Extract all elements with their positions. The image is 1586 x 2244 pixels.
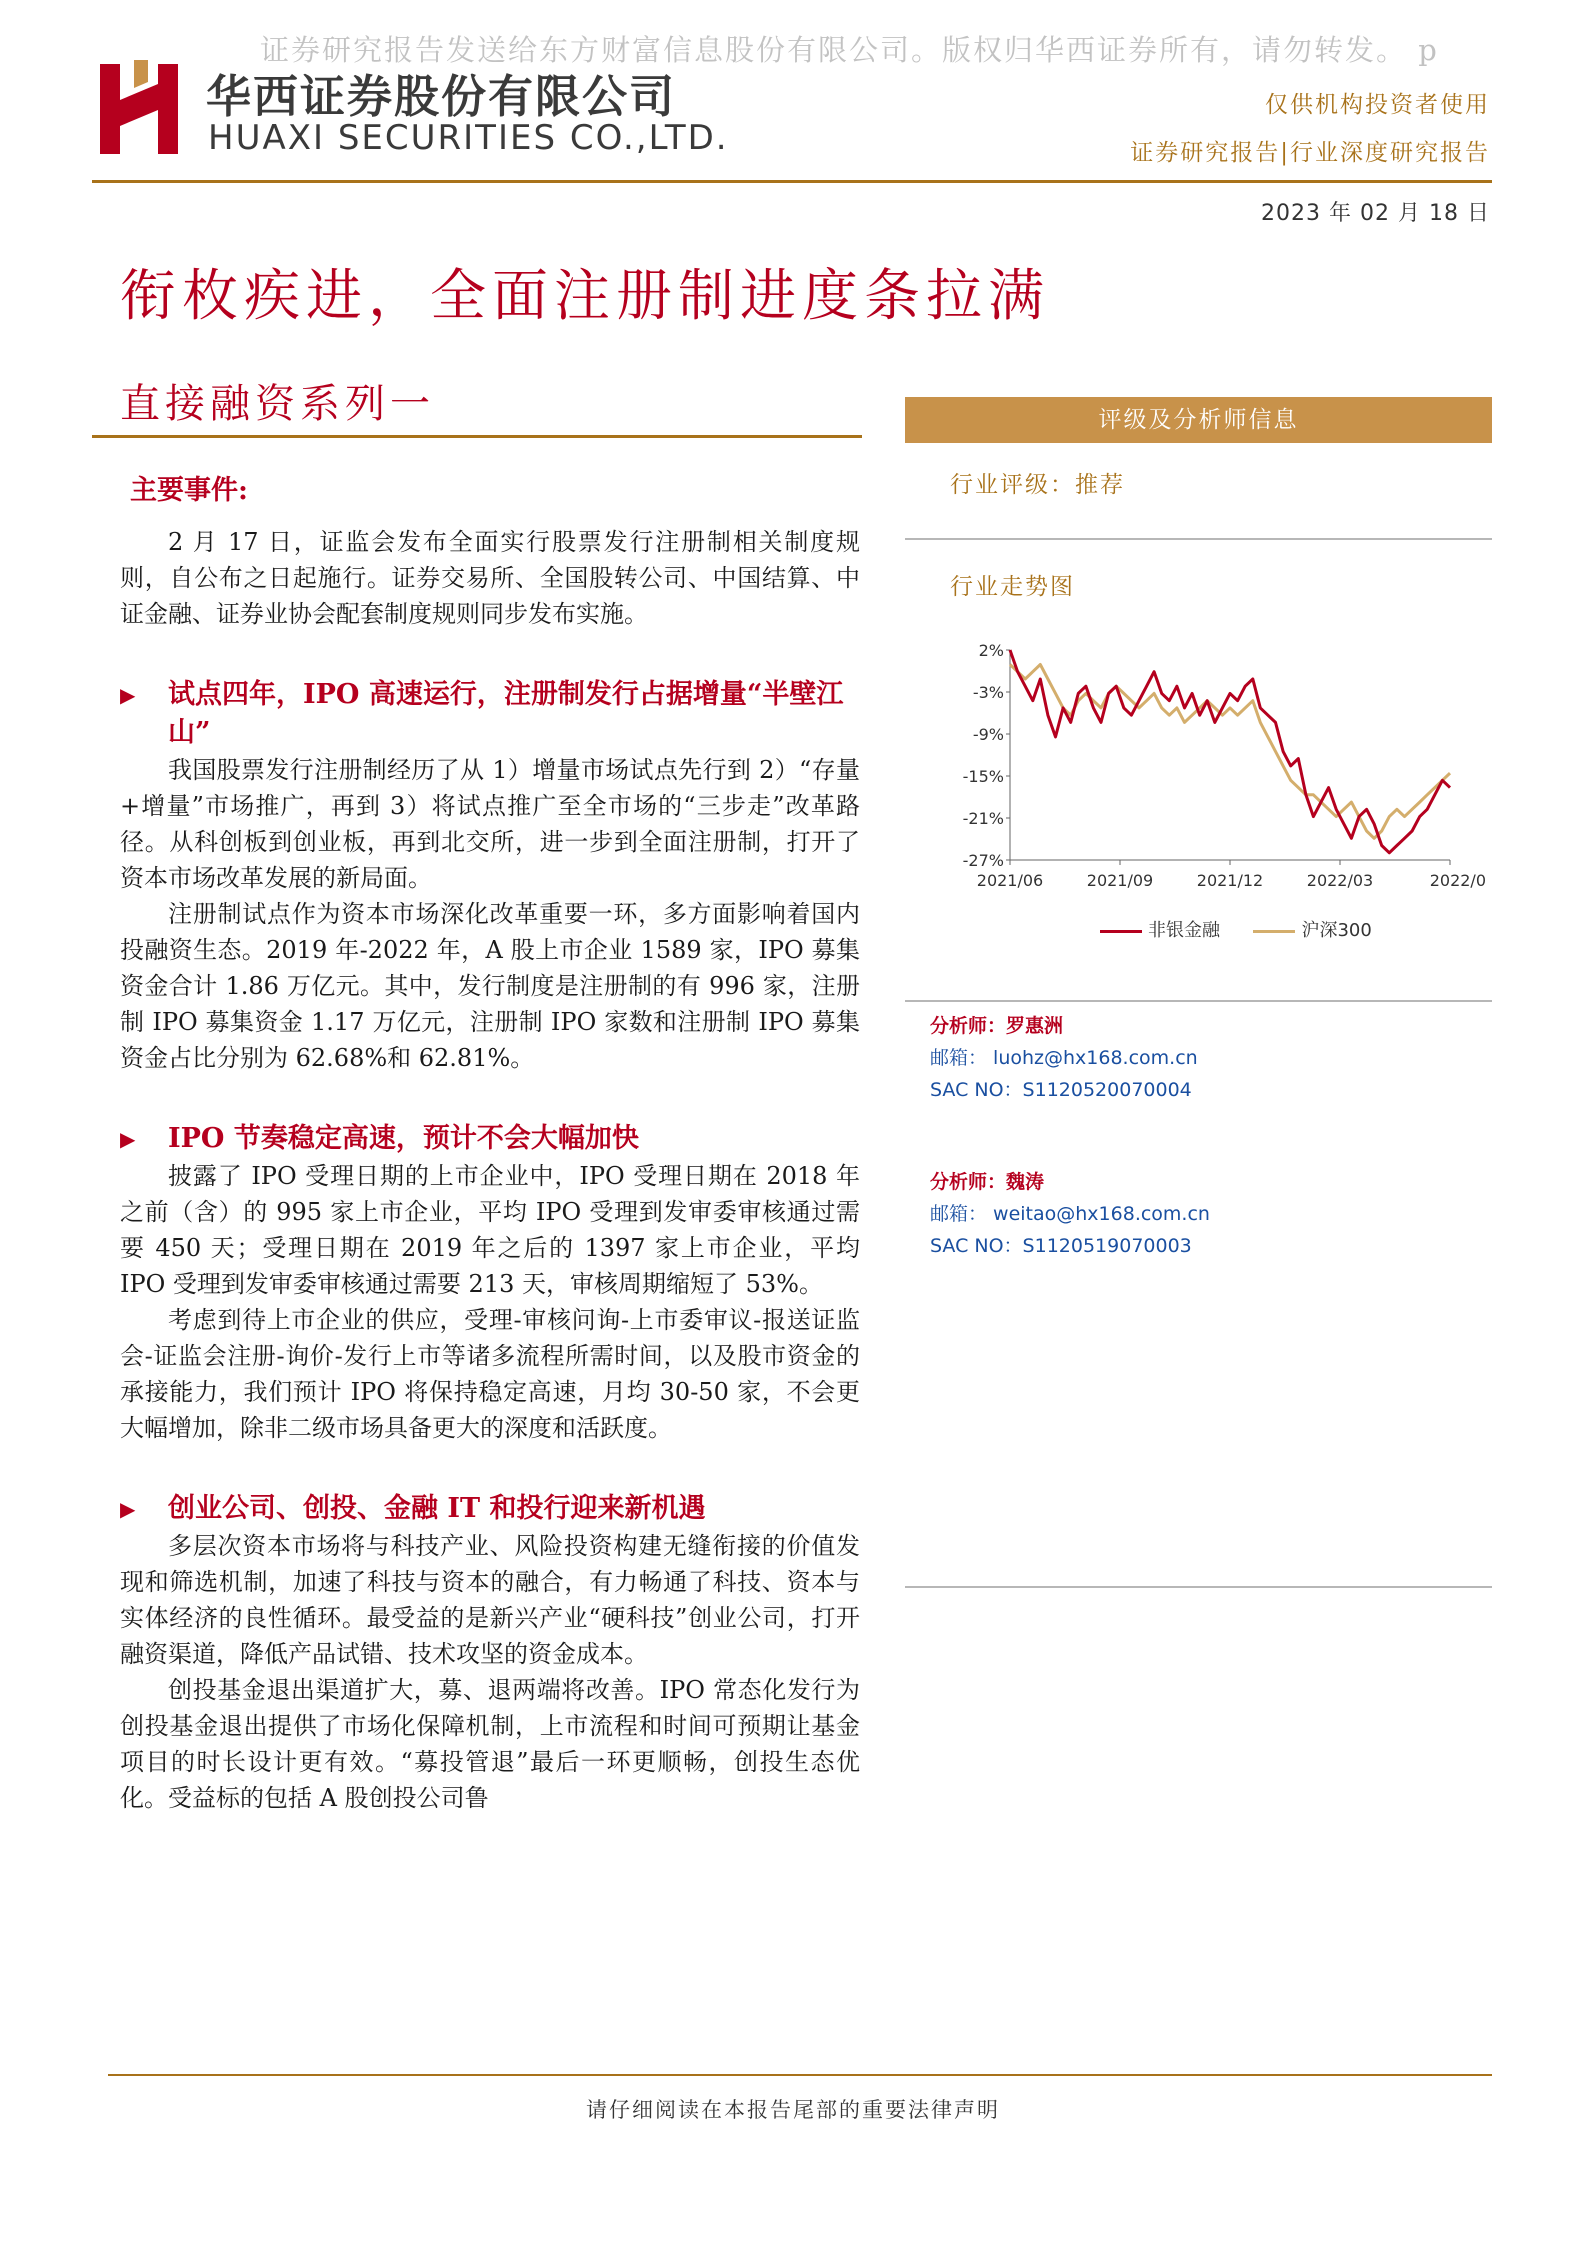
section-3-paragraph-1: 多层次资本市场将与科技产业、风险投资构建无缝衔接的价值发现和筛选机制，加速了科技与资本的融合，有力畅通了科技、资本与实体经济的良性循环。最受益的是新兴产业“硬科技”创业公司，打开融资渠道，降低产品试错、技术攻坚的资金成本。: [120, 1532, 860, 1668]
legend-label-series-2: 沪深300: [1301, 920, 1372, 941]
triangle-bullet-icon: ▶: [120, 683, 136, 707]
main-event-heading: 主要事件:: [130, 475, 248, 506]
analyst-sac-number: SAC NO：S1120519070003: [930, 1235, 1192, 1257]
y-tick-label: -15%: [962, 767, 1004, 786]
triangle-bullet-icon: ▶: [120, 1497, 136, 1521]
series-line-非银金融: [1010, 650, 1450, 853]
analyst-email[interactable]: 邮箱： weitao@hx168.com.cn: [930, 1203, 1210, 1225]
y-tick-label: 2%: [978, 641, 1004, 660]
x-tick-label: 2021/09: [1086, 871, 1154, 890]
x-tick-label: 2022/03: [1306, 871, 1374, 890]
y-tick-label: -27%: [962, 851, 1004, 870]
y-tick-label: -3%: [972, 683, 1004, 702]
industry-trend-chart: [930, 620, 1490, 960]
subtitle-divider: [92, 435, 862, 438]
company-name-cn: 华西证券股份有限公司: [206, 70, 677, 123]
main-body: [120, 472, 860, 1816]
page-title: 衔枚疾进，全面注册制进度条拉满: [120, 264, 1050, 329]
triangle-bullet-icon: ▶: [120, 1127, 136, 1151]
legend-label-series-1: 非银金融: [1148, 920, 1220, 941]
sidebar-title-bar: 评级及分析师信息: [905, 397, 1492, 443]
sidebar-divider: [905, 1000, 1492, 1002]
analyst-sac-number: SAC NO：S1120520070004: [930, 1079, 1192, 1101]
section-heading-3: [120, 1490, 860, 1528]
y-tick-label: -21%: [962, 809, 1004, 828]
series-line-沪深300: [1010, 665, 1450, 839]
page-subtitle: 直接融资系列一: [120, 381, 435, 427]
chart-legend: [1100, 916, 1372, 942]
section-heading-text: 创业公司、创投、金融 IT 和投行迎来新机遇: [168, 1493, 706, 1524]
company-logo-icon: [100, 60, 180, 156]
legal-notice: 请仔细阅读在本报告尾部的重要法律声明: [586, 2098, 1000, 2122]
section-3-paragraph-2: 创投基金退出渠道扩大，募、退两端将改善。IPO 常态化发行为创投基金退出提供了市场化保障机制，上市流程和时间可预期让基金项目的时长设计更有效。“募投管退”最后一环更顺畅，创投生态优化。受益标的包括 A 股创投公司鲁: [120, 1676, 860, 1812]
legend-swatch-series-2: [1253, 930, 1295, 933]
x-tick-label: 2021/06: [976, 871, 1044, 890]
sidebar-divider: [905, 538, 1492, 540]
trend-chart-title: 行业走势图: [950, 574, 1075, 600]
section-heading-1: [120, 676, 860, 752]
report-type: 证券研究报告|行业深度研究报告: [1130, 140, 1490, 166]
industry-rating: 行业评级：推荐: [950, 472, 1125, 498]
header-divider: [92, 180, 1492, 183]
section-2-paragraph-1: 披露了 IPO 受理日期的上市企业中，IPO 受理日期在 2018 年之前（含）的 995 家上市企业，平均 IPO 受理到发审委审核通过需要 450 天；受理日期在 2019 年之后的 1397 家上市企业，平均 IPO 受理到发审委审核通过需要 213 天，审核周期缩短了 53%。: [120, 1162, 860, 1298]
analyst-name: 分析师：魏涛: [930, 1171, 1045, 1193]
footer-divider: [108, 2074, 1492, 2076]
section-heading-text: 试点四年，IPO 高速运行，注册制发行占据增量“半壁江山”: [168, 679, 844, 748]
y-tick-label: -9%: [972, 725, 1004, 744]
analyst-email[interactable]: 邮箱： luohz@hx168.com.cn: [930, 1047, 1198, 1069]
section-heading-text: IPO 节奏稳定高速，预计不会大幅加快: [168, 1123, 639, 1154]
section-2-paragraph-2: 考虑到待上市企业的供应，受理-审核问询-上市委审议-报送证监会-证监会注册-询价-发行上市等诸多流程所需时间，以及股市资金的承接能力，我们预计 IPO 将保持稳定高速，月均 30-50 家，不会更大幅增加，除非二级市场具备更大的深度和活跃度。: [120, 1306, 860, 1442]
x-tick-label: 2022/0: [1429, 871, 1486, 890]
x-tick-label: 2021/12: [1196, 871, 1264, 890]
company-name-en: HUAXI SECURITIES CO.,LTD.: [208, 118, 729, 158]
section-1-paragraph-2: 注册制试点作为资本市场深化改革重要一环，多方面影响着国内投融资生态。2019 年-2022 年，A 股上市企业 1589 家，IPO 募集资金合计 1.86 万亿元。其中，发行制度是注册制的有 996 家，注册制 IPO 募集资金 1.17 万亿元，注册制 IPO 家数和注册制 IPO 募集资金占比分别为 62.68%和 62.81%。: [120, 900, 860, 1072]
section-1-paragraph-1: 我国股票发行注册制经历了从 1）增量市场试点先行到 2）“存量+增量”市场推广，再到 3）将试点推广至全市场的“三步走”改革路径。从科创板到创业板，再到北交所，进一步到全面注册制，打开了资本市场改革发展的新局面。: [120, 756, 860, 892]
report-date: 2023 年 02 月 18 日: [1261, 201, 1490, 226]
analyst-block-1: [930, 1010, 1198, 1106]
watermark-text: 证券研究报告发送给东方财富信息股份有限公司。版权归华西证券所有，请勿转发。 p: [260, 33, 1439, 67]
main-event-text: 2 月 17 日，证监会发布全面实行股票发行注册制相关制度规则，自公布之日起施行。证券交易所、全国股转公司、中国结算、中证金融、证券业协会配套制度规则同步发布实施。: [120, 528, 860, 628]
legend-swatch-series-1: [1100, 930, 1142, 933]
audience-note: 仅供机构投资者使用: [1265, 92, 1490, 118]
analyst-name: 分析师：罗惠洲: [930, 1015, 1064, 1037]
sidebar-divider: [905, 1586, 1492, 1588]
section-heading-2: [120, 1120, 860, 1158]
analyst-block-2: [930, 1166, 1210, 1262]
